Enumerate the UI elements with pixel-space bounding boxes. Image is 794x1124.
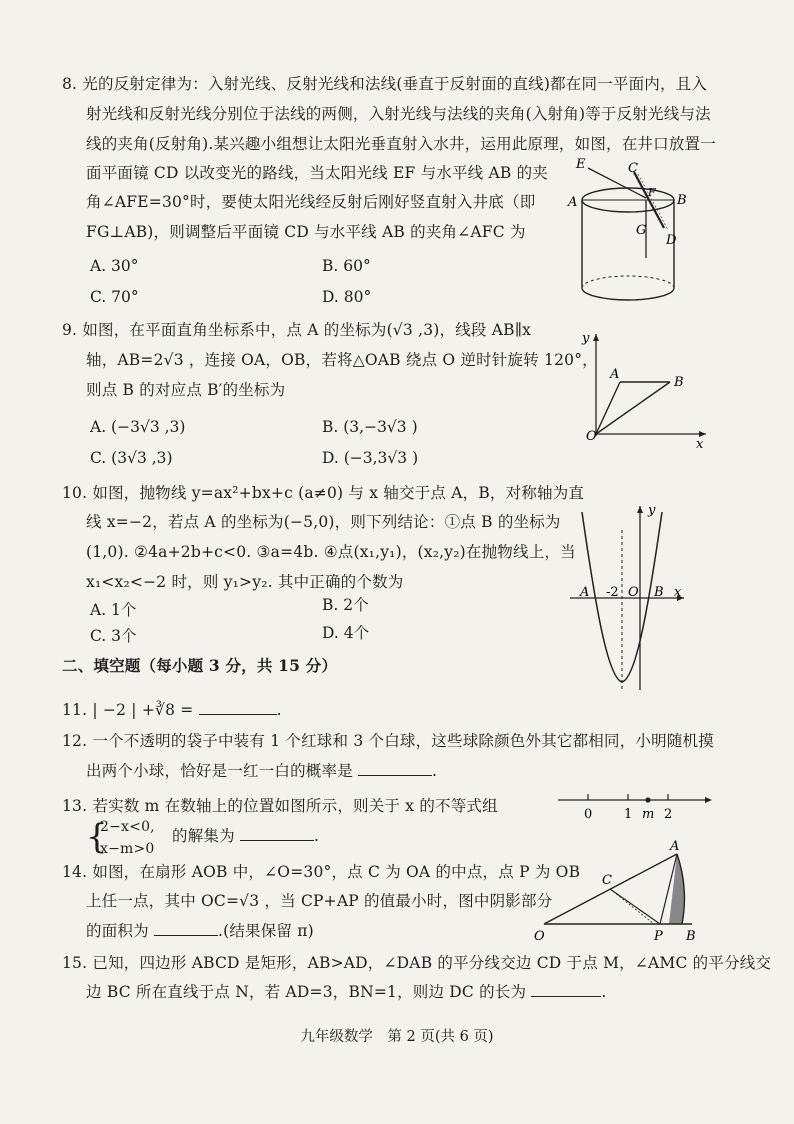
q13-axis-2: 2 [664, 807, 673, 822]
q9-label-a: A [610, 367, 620, 382]
q14-line-3 [86, 921, 314, 941]
q13-brace: { [86, 817, 108, 857]
page-footer: 九年级数学 第 2 页(共 6 页) [300, 1029, 494, 1045]
q8-label-b: B [677, 193, 687, 208]
q8-option-b: B. 60° [322, 257, 371, 275]
q10-line-3: (1,0). ②4a+2b+c<0. ③a=4b. ④点(x₁,y₁)，(x₂,y₂)在抛物线上，当 [86, 543, 576, 561]
q9-label-o: O [586, 429, 597, 444]
q14-label-b: B [686, 929, 696, 944]
q8-label-e: E [576, 157, 586, 172]
q13-axis-1: 1 [624, 807, 633, 822]
q9-line-1: 9. 如图，在平面直角坐标系中，点 A 的坐标为(√3 ,3)，线段 AB∥x [62, 321, 532, 339]
q9-line-2: 轴，AB=2√3 ，连接 OA，OB，若将△OAB 绕点 O 逆时针旋转 120°， [86, 351, 598, 369]
q15-line-2-text: 边 BC 所在直线于点 N，若 AD=3，BN=1，则边 DC 的长为 [86, 983, 527, 1001]
q14-label-p: P [654, 929, 663, 944]
q9-line-3: 则点 B 的对应点 B′的坐标为 [86, 381, 286, 399]
q15-line-1: 15. 已知，四边形 ABCD 是矩形，AB>AD，∠DAB 的平分线交边 CD 于点 M，∠AMC 的平分线交 [62, 954, 772, 972]
q8-option-c: C. 70° [90, 288, 139, 306]
q14-label-a: A [670, 839, 680, 854]
q15-line-2: 边 BC 所在直线于点 N，若 AD=3，BN=1，则边 DC 的长为 . [86, 983, 607, 1001]
q14-line-3-text: 的面积为 [86, 922, 149, 940]
q13-axis-0: 0 [584, 807, 593, 822]
q8-label-d: D [666, 233, 677, 248]
q14-line-2: 上任一点，其中 OC=√3 ，当 CP+AP 的值最小时，图中阴影部分 [86, 892, 553, 910]
q10-label-y: y [648, 503, 656, 518]
q8-line-2: 射光线和反射光线分别位于法线的两侧，入射光线与法线的夹角(入射角)等于反射光线与法 [86, 105, 711, 123]
q9-option-d: D. (−3,3√3 ) [322, 449, 419, 467]
section-fill-in-heading: 二、填空题（每小题 3 分，共 15 分） [62, 656, 338, 675]
q13-tail: 的解集为 . [172, 827, 320, 845]
q14-label-c: C [602, 873, 612, 888]
q13-axis-m: m [642, 807, 655, 822]
q11-answer-blank[interactable] [199, 700, 277, 715]
q14-answer-blank[interactable] [154, 921, 218, 936]
q8-line-6: FG⊥AB)，则调整后平面镜 CD 与水平线 AB 的夹角∠AFC 为 [86, 223, 526, 241]
q12-line-2: 出两个小球，恰好是一红一白的概率是 . [86, 762, 438, 780]
q8-label-a: A [568, 195, 578, 210]
q8-label-c: C [628, 161, 638, 176]
q9-label-y: y [582, 331, 590, 346]
q10-label-o: O [628, 585, 639, 600]
q13-number-line [556, 786, 716, 822]
q13-inequality-2: x−m>0 [100, 841, 155, 857]
q10-option-c: C. 3个 [90, 627, 137, 645]
q10-line-1: 10. 如图，抛物线 y=ax²+bx+c (a≠0) 与 x 轴交于点 A，B，对称轴为直 [62, 484, 585, 502]
q13-tail-text: 的解集为 [172, 827, 235, 845]
q8-well-figure [568, 150, 688, 310]
q13-answer-blank[interactable] [240, 826, 314, 841]
q9-label-b: B [674, 375, 684, 390]
q9-option-c: C. (3√3 ,3) [90, 449, 173, 467]
q8-label-f: F [648, 186, 656, 199]
q13-line-1: 13. 若实数 m 在数轴上的位置如图所示，则关于 x 的不等式组 [62, 797, 498, 815]
q14-sector-figure [536, 836, 716, 946]
q9-label-x: x [696, 437, 704, 452]
q10-option-a: A. 1个 [90, 601, 137, 619]
q8-line-5: 角∠AFE=30°时，要使太阳光线经反射后刚好竖直射入井底（即 [86, 193, 536, 211]
q8-option-d: D. 80° [322, 288, 372, 306]
q8-label-g: G [636, 223, 647, 238]
q10-label-x: x [674, 585, 682, 600]
q15-answer-blank[interactable] [531, 982, 601, 997]
q9-coordinate-figure [572, 328, 712, 452]
q14-line-1: 14. 如图，在扇形 AOB 中，∠O=30°，点 C 为 OA 的中点，点 P 为 OB [62, 863, 581, 881]
q10-label-a: A [580, 585, 590, 600]
q10-line-2: 线 x=−2，若点 A 的坐标为(−5,0)，则下列结论：①点 B 的坐标为 [86, 513, 561, 531]
q11-expression: 11. | −2 | +∛8 = [62, 701, 194, 719]
q10-option-d: D. 4个 [322, 624, 370, 642]
q8-option-a: A. 30° [90, 257, 139, 275]
q12-line-2-text: 出两个小球，恰好是一红一白的概率是 [86, 762, 353, 780]
q9-option-a: A. (−3√3 ,3) [90, 418, 186, 436]
q14-tail: .(结果保留 π) [217, 922, 314, 940]
q10-line-4: x₁<x₂<−2 时，则 y₁>y₂. 其中正确的个数为 [86, 573, 404, 591]
q8-line-3: 线的夹角(反射角).某兴趣小组想让太阳光垂直射入水井，运用此原理，如图，在井口放置一 [86, 135, 716, 153]
q8-line-1: 8. 光的反射定律为：入射光线、反射光线和法线(垂直于反射面的直线)都在同一平面内，且入 [62, 75, 708, 93]
q12-answer-blank[interactable] [358, 761, 432, 776]
q13-inequality-1: 2−x<0, [100, 819, 155, 835]
q14-label-o: O [534, 929, 545, 944]
q10-option-b: B. 2个 [322, 596, 369, 614]
q11-text: 11. | −2 | +∛8 = . [62, 701, 282, 719]
q10-label-b: B [654, 585, 664, 600]
q12-line-1: 12. 一个不透明的袋子中装有 1 个红球和 3 个白球，这些球除颜色外其它都相同，小明随机摸 [62, 732, 714, 750]
q8-line-4: 面平面镜 CD 以改变光的路线，当太阳光线 EF 与水平线 AB 的夹 [86, 164, 549, 182]
q10-label-minus2: -2 [606, 585, 619, 600]
q9-option-b: B. (3,−3√3 ) [322, 418, 418, 436]
q10-parabola-figure [570, 500, 690, 695]
